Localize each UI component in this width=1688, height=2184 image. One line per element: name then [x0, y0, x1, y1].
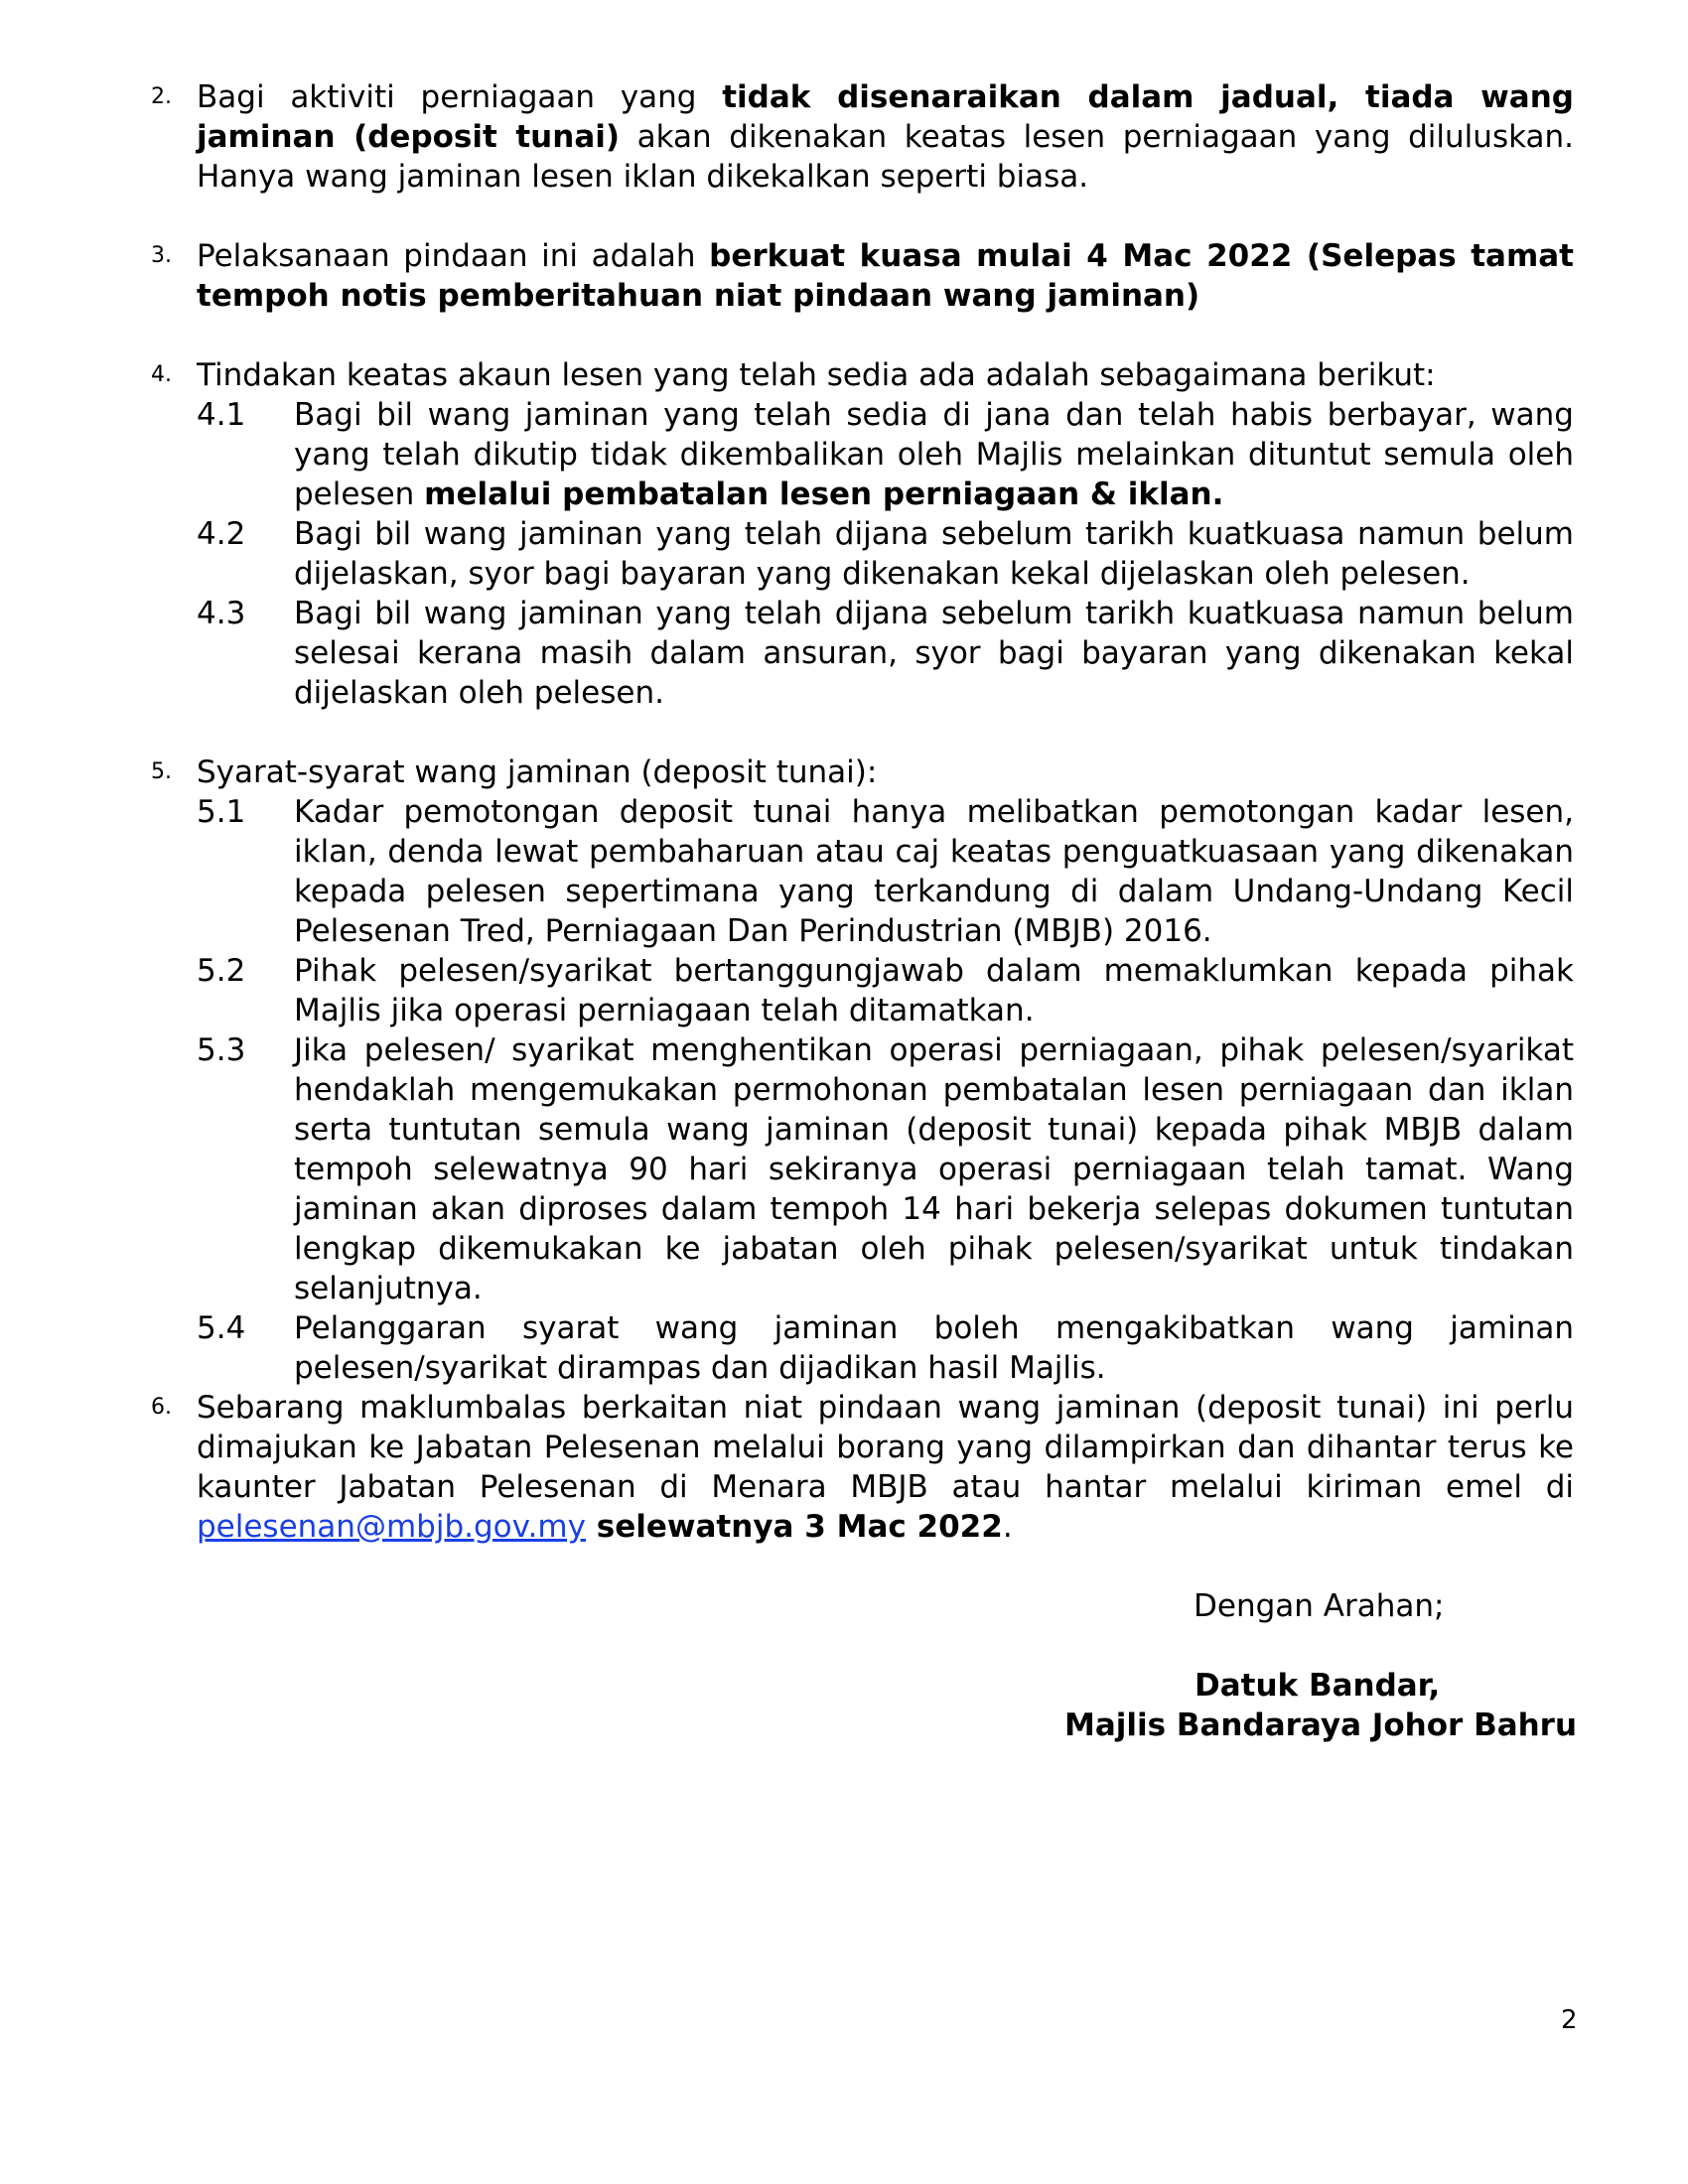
subclause-text-run: Bagi bil wang jaminan yang telah sedia di jana dan telah habis berbayar, wang yang telah dikutip tidak dikembalikan oleh Majlis melainkan dituntut semula oleh pelesen: [294, 397, 1574, 512]
subclause-number: 5.3: [197, 1032, 246, 1068]
subclause-4-1: [197, 395, 1574, 514]
clause-text-run: Sebarang maklumbalas berkaitan niat pindaan wang jaminan (deposit tunai) ini perlu dimajukan ke Jabatan Pelesenan melalui borang yang dilampirkan dan dihantar terus ke kaunter Jabatan Pelesenan di Menara MBJB atau hantar melalui kiriman emel di: [197, 1390, 1574, 1505]
subclause-number: 4.3: [197, 596, 246, 631]
subclause-number: 5.4: [197, 1310, 246, 1346]
clause-text-bold: tidak disenaraikan dalam jadual, tiada wang jaminan (deposit tunai): [197, 79, 1574, 155]
signatory-title: Datuk Bandar,: [1195, 1668, 1441, 1704]
clause-3: [151, 236, 1574, 316]
clause-text-run: akan dikenakan keatas lesen perniagaan yang diluluskan. Hanya wang jaminan lesen iklan dikekalkan seperti biasa.: [197, 119, 1575, 195]
clause-5: [151, 752, 1574, 1388]
subclause-text: Bagi bil wang jaminan yang telah dijana sebelum tarikh kuatkuasa namun belum selesai kerana masih dalam ansuran, syor bagi bayaran yang dikenakan kekal dijelaskan oleh pelesen.: [294, 596, 1574, 711]
subclause-5-3: [197, 1030, 1574, 1308]
clause-text-bold: berkuat kuasa mulai 4 Mac 2022 (Selepas tamat tempoh notis pemberitahuan niat pindaan wang jaminan): [197, 238, 1574, 314]
subclause-text: [294, 395, 1574, 514]
clause-2: [151, 77, 1574, 197]
signatory-organisation: Majlis Bandaraya Johor Bahru: [1064, 1707, 1578, 1743]
subclause-4-2: [197, 514, 1574, 594]
clause-4: [151, 355, 1574, 713]
clause-text: [197, 1388, 1574, 1547]
clause-6: [151, 1388, 1574, 1547]
page-number: 2: [1561, 2005, 1578, 2035]
clause-text-run: Bagi aktiviti perniagaan yang: [197, 79, 723, 115]
clause-intro: Tindakan keatas akaun lesen yang telah sedia ada adalah sebagaimana berikut:: [197, 357, 1436, 393]
clause-text: [197, 77, 1574, 197]
clause-number: 2.: [151, 84, 172, 109]
subclause-5-2: [197, 951, 1574, 1030]
subclause-number: 4.1: [197, 397, 246, 433]
subclause-text-bold: melalui pembatalan lesen perniagaan & iklan.: [424, 477, 1224, 512]
subclause-number: 5.2: [197, 953, 246, 989]
clause-number: 5.: [151, 759, 172, 784]
clause-text-run: .: [1002, 1509, 1013, 1545]
subclause-5-1: [197, 792, 1574, 951]
subclause-text: Jika pelesen/ syarikat menghentikan operasi perniagaan, pihak pelesen/syarikat hendaklah mengemukakan permohonan pembatalan lesen perniagaan dan iklan serta tuntutan semula wang jaminan (deposit tunai) kepada pihak MBJB dalam tempoh selewatnya 90 hari sekiranya operasi perniagaan telah tamat. Wang jaminan akan diproses dalam tempoh 14 hari bekerja selepas dokumen tuntutan lengkap dikemukakan ke jabatan oleh pihak pelesen/syarikat untuk tindakan selanjutnya.: [294, 1032, 1574, 1306]
email-link[interactable]: pelesenan@mbjb.gov.my: [197, 1509, 586, 1545]
clause-intro: Syarat-syarat wang jaminan (deposit tunai):: [197, 754, 878, 790]
subclause-5-4: [197, 1308, 1574, 1388]
salutation: Dengan Arahan;: [1194, 1588, 1445, 1624]
clause-number: 4.: [151, 362, 172, 387]
subclause-text: Bagi bil wang jaminan yang telah dijana sebelum tarikh kuatkuasa namun belum dijelaskan, syor bagi bayaran yang dikenakan kekal dijelaskan oleh pelesen.: [294, 516, 1574, 592]
clause-text: [197, 236, 1574, 316]
subclause-text: Pelanggaran syarat wang jaminan boleh mengakibatkan wang jaminan pelesen/syarikat dirampas dan dijadikan hasil Majlis.: [294, 1310, 1574, 1386]
clause-text-run: Pelaksanaan pindaan ini adalah: [197, 238, 710, 274]
subclause-4-3: [197, 594, 1574, 713]
subclause-number: 5.1: [197, 794, 246, 830]
deadline-text: selewatnya 3 Mac 2022: [585, 1509, 1003, 1545]
clause-number: 3.: [151, 243, 172, 268]
subclause-text: Kadar pemotongan deposit tunai hanya melibatkan pemotongan kadar lesen, iklan, denda lewat pembaharuan atau caj keatas penguatkuasaan yang dikenakan kepada pelesen sepertimana yang terkandung di dalam Undang-Undang Kecil Pelesenan Tred, Perniagaan Dan Perindustrian (MBJB) 2016.: [294, 794, 1574, 949]
subclause-number: 4.2: [197, 516, 246, 552]
clause-number: 6.: [151, 1395, 172, 1420]
subclause-text: Pihak pelesen/syarikat bertanggungjawab dalam memaklumkan kepada pihak Majlis jika operasi perniagaan telah ditamatkan.: [294, 953, 1574, 1028]
